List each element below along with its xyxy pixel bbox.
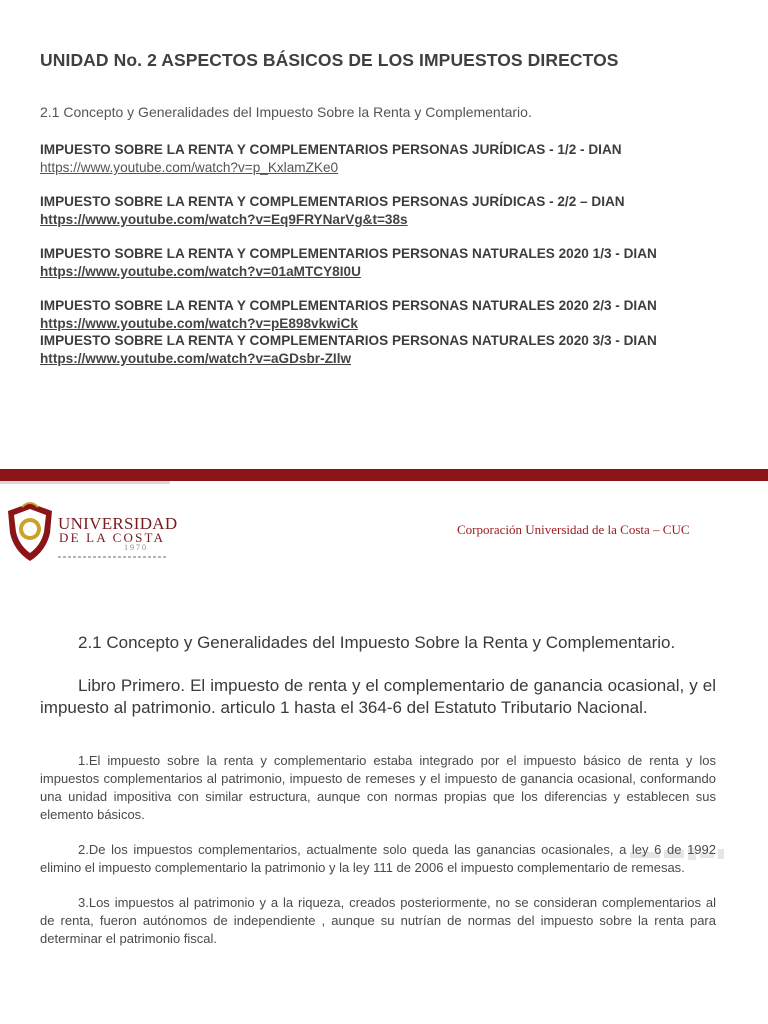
university-logo xyxy=(4,497,178,567)
video-title: IMPUESTO SOBRE LA RENTA Y COMPLEMENTARIOS PERSONAS NATURALES 2020 2/3 - DIAN xyxy=(40,298,657,313)
video-title: IMPUESTO SOBRE LA RENTA Y COMPLEMENTARIOS PERSONAS NATURALES 2020 1/3 - DIAN xyxy=(40,246,657,261)
content-body xyxy=(40,632,716,948)
divider-shadow xyxy=(0,481,170,484)
video-title: IMPUESTO SOBRE LA RENTA Y COMPLEMENTARIOS PERSONAS NATURALES 2020 3/3 - DIAN xyxy=(40,333,657,348)
book-reference: Libro Primero. El impuesto de renta y el complementario de ganancia ocasional, y el impuesto al patrimonio. articulo 1 hasta el 364-6 del Estatuto Tributario Nacional. xyxy=(40,675,716,717)
logo-year: 1970 xyxy=(124,543,148,552)
paragraph-point: 3.Los impuestos al patrimonio y a la riqueza, creados posteriormente, no se consideran complementarios al de renta, fueron autónomos de independiente , aunque su nutrían de normas del impuesto sobre la renta para determinar el patrimonio fiscal. xyxy=(40,894,716,946)
video-title: IMPUESTO SOBRE LA RENTA Y COMPLEMENTARIOS PERSONAS JURÍDICAS - 1/2 - DIAN xyxy=(40,142,622,157)
shield-icon xyxy=(4,499,56,563)
paragraph-point: 1.El impuesto sobre la renta y complementario estaba integrado por el impuesto básico de renta y los impuestos complementarios al patrimonio, impuesto de remeses y el impuesto de ganancia ocasional, conformando una unidad impositiva con similar estructura, aunque con normas propias que los diferencias y establecen sus elemento básicos. xyxy=(40,752,716,822)
video-entry xyxy=(40,141,700,176)
corporation-name: Corporación Universidad de la Costa – CUC xyxy=(457,522,690,537)
paragraph-point: 2.De los impuestos complementarios, actualmente solo queda las ganancias ocasionales, a ley 6 de 1992 elimino el impuesto complementario la patrimonio y la ley 111 de 2006 el impuesto complementario de remesas. xyxy=(40,841,716,875)
video-entry xyxy=(40,193,700,228)
video-entry xyxy=(40,297,700,332)
video-title: IMPUESTO SOBRE LA RENTA Y COMPLEMENTARIOS PERSONAS JURÍDICAS - 2/2 – DIAN xyxy=(40,194,625,209)
video-link[interactable]: https://www.youtube.com/watch?v=Eq9FRYNarVg&t=38s xyxy=(40,212,408,227)
video-link[interactable]: https://www.youtube.com/watch?v=01aMTCY8I0U xyxy=(40,264,361,279)
video-link[interactable]: https://www.youtube.com/watch?v=aGDsbr-ZIlw xyxy=(40,351,352,366)
section-subtitle: 2.1 Concepto y Generalidades del Impuesto Sobre la Renta y Complementario. xyxy=(40,104,532,120)
video-link[interactable]: https://www.youtube.com/watch?v=pE898vkwiCk xyxy=(40,316,358,331)
top-page xyxy=(0,0,768,470)
watermark-icon xyxy=(630,846,726,864)
video-entry xyxy=(40,332,700,367)
video-list xyxy=(40,141,700,367)
unit-title: UNIDAD No. 2 ASPECTOS BÁSICOS DE LOS IMPUESTOS DIRECTOS xyxy=(40,50,619,70)
video-link[interactable]: https://www.youtube.com/watch?v=p_KxlamZKe0 xyxy=(40,160,339,175)
video-entry xyxy=(40,245,700,280)
logo-text-costa: DE LA COSTA xyxy=(59,530,166,545)
page-divider-bar xyxy=(0,469,768,481)
section-heading: 2.1 Concepto y Generalidades del Impuesto Sobre la Renta y Complementario. xyxy=(78,633,676,652)
logo-tagline xyxy=(58,556,166,558)
logo-text-university: UNIVERSIDAD xyxy=(58,514,178,533)
